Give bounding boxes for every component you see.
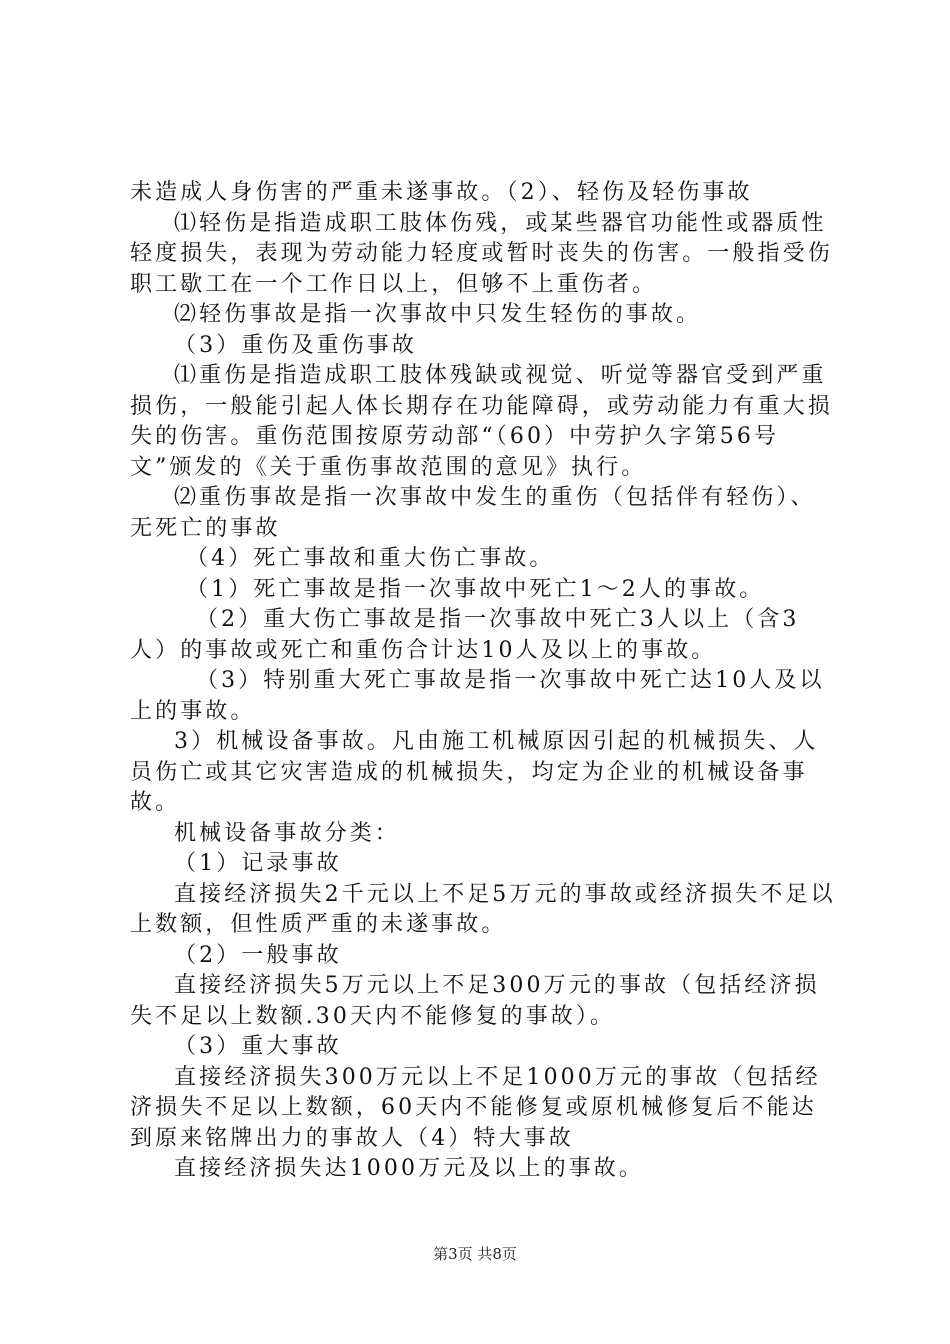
paragraph: ⑵重伤事故是指一次事故中发生的重伤（包括伴有轻伤）、无死亡的事故 xyxy=(130,485,816,541)
paragraph: （3）重伤及重伤事故 xyxy=(174,332,417,358)
paragraph: （2）重大伤亡事故是指一次事故中死亡3人以上（含3人）的事故或死亡和重伤合计达10人及以上的事故。 xyxy=(130,607,800,663)
paragraph: （2）一般事故 xyxy=(174,942,342,968)
paragraph: 未造成人身伤害的严重未遂事故。（2）、轻伤及轻伤事故 xyxy=(130,180,753,205)
paragraph: ⑴轻伤是指造成职工肢体伤残，或某些器官功能性或器质性轻度损失，表现为劳动能力轻度或暂时丧失的伤害。一般指受伤职工歇工在一个工作日以上，但够不上重伤者。 xyxy=(130,210,833,297)
paragraph: ⑴重伤是指造成职工肢体残缺或视觉、听觉等器官受到严重损伤，一般能引起人体长期存在功能障碍，或劳动能力有重大损失的伤害。重伤范围按原劳动部“（60）中劳护久字第56号文”颁发的《关于重伤事故范围的意见》执行。 xyxy=(130,363,833,480)
paragraph: ⑵轻伤事故是指一次事故中只发生轻伤的事故。 xyxy=(174,302,702,327)
paragraph: 直接经济损失达1000万元及以上的事故。 xyxy=(174,1156,644,1181)
paragraph: （3）重大事故 xyxy=(174,1034,342,1059)
paragraph: （1）死亡事故是指一次事故中死亡1～2人的事故。 xyxy=(186,576,765,602)
paragraph: 3）机械设备事故。凡由施工机械原因引起的机械损失、人员伤亡或其它灾害造成的机械损失，均定为企业的机械设备事故。 xyxy=(130,729,819,815)
paragraph: 直接经济损失300万元以上不足1000万元的事故（包括经济损失不足以上数额，60天内不能修复或原机械修复后不能达到原来铭牌出力的事故人（4）特大事故 xyxy=(130,1064,821,1151)
paragraph: （3）特别重大死亡事故是指一次事故中死亡达10人及以上的事故。 xyxy=(130,668,825,724)
document-body xyxy=(130,178,836,1185)
paragraph: （4）死亡事故和重大伤亡事故。 xyxy=(186,546,555,571)
page-footer: 第3页 共8页 xyxy=(433,1245,517,1263)
paragraph: 直接经济损失5万元以上不足300万元的事故（包括经济损失不足以上数额.30天内不能修复的事故）。 xyxy=(130,973,820,1029)
paragraph: 机械设备事故分类： xyxy=(174,820,400,846)
paragraph: （1）记录事故 xyxy=(174,851,342,876)
paragraph: 直接经济损失2千元以上不足5万元的事故或经济损失不足以上数额，但性质严重的未遂事故。 xyxy=(130,881,836,937)
